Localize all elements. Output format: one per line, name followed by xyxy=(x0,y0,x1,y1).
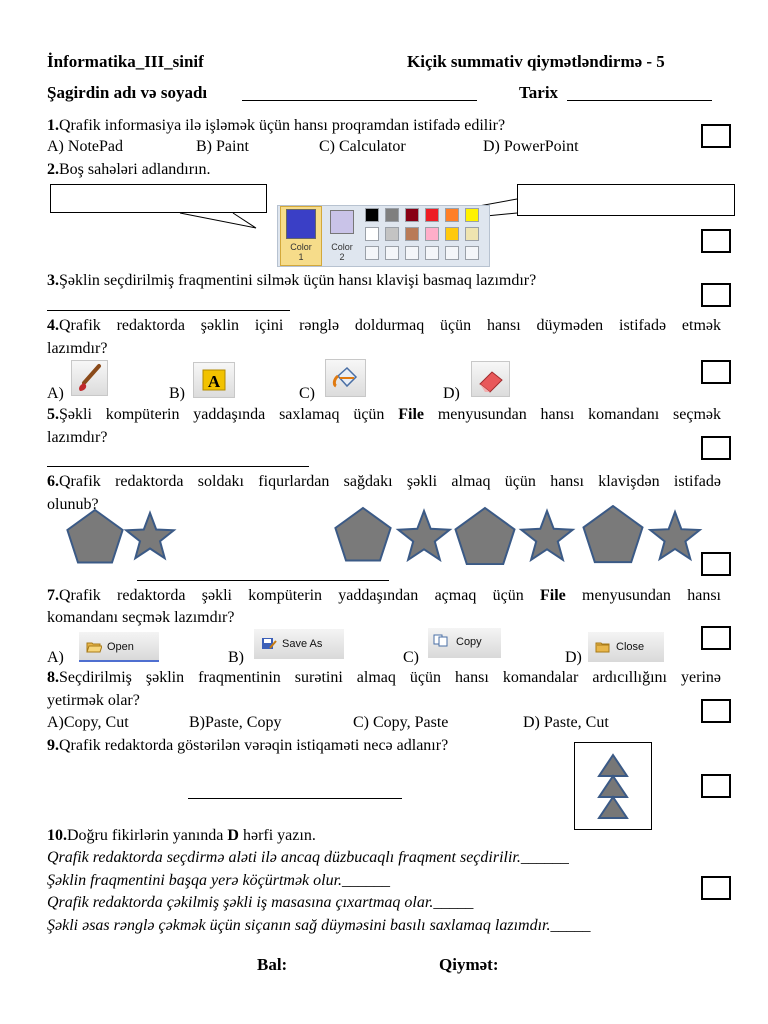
palette-color-cell[interactable] xyxy=(445,208,459,222)
palette-color-cell[interactable] xyxy=(365,246,379,260)
q8-option-b: B)Paste, Copy xyxy=(189,714,282,731)
palette-color-cell[interactable] xyxy=(445,246,459,260)
star-shape xyxy=(126,513,174,558)
q4-option-d: D) xyxy=(443,385,460,402)
fill-bucket-icon xyxy=(326,360,365,396)
q7-close-button[interactable] xyxy=(588,632,664,662)
text-tool-icon xyxy=(194,363,234,397)
q7-open-button[interactable] xyxy=(79,632,159,662)
pentagon-shape xyxy=(335,508,390,561)
save-as-icon xyxy=(261,637,277,650)
q7-option-b: B) xyxy=(228,649,244,666)
assessment-title: Kiçik summativ qiymətləndirmə - 5 xyxy=(407,52,665,71)
palette-color-cell[interactable] xyxy=(385,208,399,222)
q8-option-c: C) Copy, Paste xyxy=(353,714,449,731)
q7-save-as-button[interactable] xyxy=(254,629,344,659)
q10-answer-box[interactable] xyxy=(701,876,731,900)
palette-color-cell[interactable] xyxy=(405,208,419,222)
q5-text-line2: lazımdır? xyxy=(47,429,108,446)
close-folder-icon xyxy=(595,640,611,653)
q8-option-d: D) Paste, Cut xyxy=(523,714,609,731)
palette-color-cell[interactable] xyxy=(465,227,479,241)
q4-option-a: A) xyxy=(47,385,64,402)
q8-text: 8.Seçdirilmiş şəklin fraqmentinin surətini almaq üçün hansı komandalar ardıcıllığını yerinə xyxy=(47,669,721,686)
star-shape xyxy=(521,511,572,560)
q4-answer-box[interactable] xyxy=(701,360,731,384)
palette-color-cell[interactable] xyxy=(445,227,459,241)
q10-text: 10.Doğru fikirlərin yanında D hərfi yazın. xyxy=(47,827,316,844)
open-folder-icon xyxy=(86,640,102,653)
star-shape xyxy=(650,512,699,559)
q9-page-orientation-figure xyxy=(574,742,652,830)
pentagon-shape xyxy=(584,506,643,562)
open-label: Open xyxy=(107,641,134,653)
q6-text: 6.Qrafik redaktorda soldakı fiqurlardan sağdakı şəkli almaq üçün hansı klavişdən istifadə xyxy=(47,473,721,490)
palette-color-cell[interactable] xyxy=(425,227,439,241)
copy-icon xyxy=(433,634,449,647)
q7-text-line2: komandanı seçmək lazımdır? xyxy=(47,609,235,626)
close-label: Close xyxy=(616,641,645,653)
star-shape xyxy=(398,511,449,560)
brush-icon xyxy=(72,361,107,395)
q5-answer-line[interactable] xyxy=(47,466,309,467)
q8-answer-box[interactable] xyxy=(701,699,731,723)
q4-option-b: B) xyxy=(169,385,185,402)
palette-color-cell[interactable] xyxy=(405,227,419,241)
pentagon-shape xyxy=(456,508,515,564)
q7-option-d: D) xyxy=(565,649,582,666)
q1-option-d: D) PowerPoint xyxy=(483,138,579,155)
save-as-label: Save As xyxy=(282,638,323,650)
color2-label: Color 2 xyxy=(331,242,353,262)
q2-answer-box[interactable] xyxy=(701,229,731,253)
q10-statement-2[interactable]: Şəklin fraqmentini başqa yerə köçürtmək olur.______ xyxy=(47,872,391,889)
q6-text-line2: olunub? xyxy=(47,496,99,513)
color1-swatch xyxy=(286,209,316,239)
q1-text: 1.Qrafik informasiya ilə işləmək üçün hansı proqramdan istifadə edilir? xyxy=(47,117,506,134)
q3-text: 3.Şəklin seçdirilmiş fraqmentini silmək üçün hansı klavişi basmaq lazımdır? xyxy=(47,272,537,289)
student-name-label: Şagirdin adı və soyadı xyxy=(47,83,208,102)
q6-answer-line[interactable] xyxy=(137,580,389,581)
q1-option-b: B) Paint xyxy=(196,138,249,155)
palette-color-cell[interactable] xyxy=(465,208,479,222)
pentagon-shape xyxy=(67,510,122,563)
q6-shapes xyxy=(0,505,768,565)
q8-text-line2: yetirmək olar? xyxy=(47,692,140,709)
q7-copy-button[interactable] xyxy=(428,628,501,658)
svg-text:A: A xyxy=(207,372,221,391)
copy-label: Copy xyxy=(456,636,482,648)
q10-statement-4[interactable]: Şəkli əsas rənglə çəkmək üçün siçanın sağ düyməsini basılı saxlamaq lazımdır._____ xyxy=(47,917,591,934)
q1-option-a: A) NotePad xyxy=(47,138,123,155)
color2-swatch[interactable] xyxy=(330,210,354,234)
date-label: Tarix xyxy=(519,83,559,102)
q9-answer-box[interactable] xyxy=(701,774,731,798)
q7-text: 7.Qrafik redaktorda şəkli kompüterin yaddaşından açmaq üçün File menyusundan hansı xyxy=(47,587,721,604)
palette-color-cell[interactable] xyxy=(425,208,439,222)
palette-color-cell[interactable] xyxy=(385,227,399,241)
color1-label: Color 1 xyxy=(290,242,312,262)
palette-color-cell[interactable] xyxy=(425,246,439,260)
palette-color-cell[interactable] xyxy=(385,246,399,260)
q4-text-button[interactable] xyxy=(193,362,235,398)
q3-answer-box[interactable] xyxy=(701,283,731,307)
q5-answer-box[interactable] xyxy=(701,436,731,460)
q5-text: 5.Şəkli kompüterin yaddaşında saxlamaq üçün File menyusundan hansı komandanı seçmək xyxy=(47,406,722,423)
q9-answer-line[interactable] xyxy=(188,798,402,799)
q2-text: 2.Boş sahələri adlandırın. xyxy=(47,161,211,178)
q4-text: 4.Qrafik redaktorda şəklin içini rənglə doldurmaq üçün hansı düyməden istifadə etmək xyxy=(47,317,721,334)
q1-option-c: C) Calculator xyxy=(319,138,406,155)
palette-color-cell[interactable] xyxy=(465,246,479,260)
q6-answer-box[interactable] xyxy=(701,552,731,576)
palette-color-cell[interactable] xyxy=(365,208,379,222)
score-label: Bal: xyxy=(257,955,288,974)
q4-fill-button[interactable] xyxy=(325,359,366,397)
q3-answer-line[interactable] xyxy=(47,310,290,311)
q10-statement-1[interactable]: Qrafik redaktorda seçdirmə aləti ilə ancaq düzbucaqlı fraqment seçdirilir.______ xyxy=(47,849,569,866)
q8-option-a: A)Copy, Cut xyxy=(47,714,129,731)
q7-answer-box[interactable] xyxy=(701,626,731,650)
grade-label: Qiymət: xyxy=(439,955,499,974)
q4-brush-button[interactable] xyxy=(71,360,108,396)
q7-option-a: A) xyxy=(47,649,64,666)
triangles-icon xyxy=(575,743,651,829)
q10-statement-3[interactable]: Qrafik redaktorda çəkilmiş şəkli iş masasına çıxartmaq olar._____ xyxy=(47,894,474,911)
q9-text: 9.Qrafik redaktorda göstərilən vərəqin istiqaməti necə adlanır? xyxy=(47,737,449,754)
q7-option-c: C) xyxy=(403,649,419,666)
eraser-icon xyxy=(472,362,509,396)
q4-option-c: C) xyxy=(299,385,315,402)
palette-color-cell[interactable] xyxy=(405,246,419,260)
subject-title: İnformatika_III_sinif xyxy=(47,52,204,71)
palette-color-cell[interactable] xyxy=(365,227,379,241)
q4-eraser-button[interactable] xyxy=(471,361,510,397)
q4-text-line2: lazımdır? xyxy=(47,340,108,357)
